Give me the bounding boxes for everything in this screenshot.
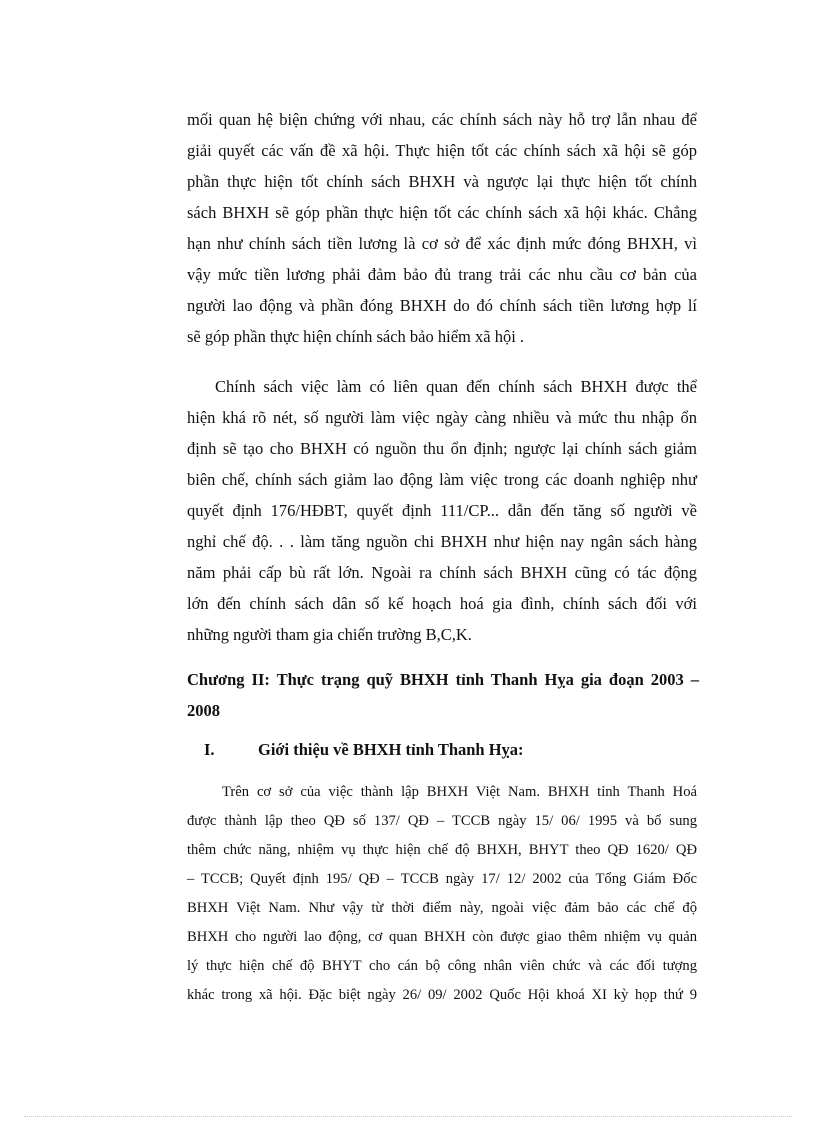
text-line: – TCCB; Quyết định 195/ QĐ – TCCB ngày 17/ 12/ 2002 của Tổng Giám Đốc	[187, 871, 697, 887]
text-line: hiện khá rõ nét, số người làm việc ngày càng nhiều và mức thu nhập ổn	[187, 408, 697, 427]
text-line: mối quan hệ biện chứng với nhau, các chính sách này hỗ trợ lẫn nhau để	[187, 110, 697, 129]
text-line: quyết định 176/HĐBT, quyết định 111/CP... dẫn đến tăng số người về	[187, 501, 697, 520]
text-line: lý thực hiện chế độ BHYT cho cán bộ công nhân viên chức và các đối tượng	[187, 958, 697, 974]
text-line: lớn đến chính sách dân số kế hoạch hoá gia đình, chính sách đối với	[187, 594, 697, 613]
chapter-heading-line: 2008	[187, 701, 220, 720]
text-line: người lao động và phần đóng BHXH do đó chính sách tiền lương hợp lí	[187, 296, 697, 315]
text-line: vậy mức tiền lương phải đảm bảo đủ trang trải các nhu cầu cơ bản của	[187, 265, 697, 284]
text-line: sách BHXH sẽ góp phần thực hiện tốt các chính sách xã hội khác. Chẳng	[187, 203, 697, 222]
text-line: biên chế, chính sách giảm lao động làm việc trong các doanh nghiệp như	[187, 470, 697, 489]
text-line: BHXH cho người lao động, cơ quan BHXH còn được giao thêm nhiệm vụ quản	[187, 929, 697, 945]
text-line: Chính sách việc làm có liên quan đến chính sách BHXH được thể	[215, 377, 697, 396]
text-line: định sẽ tạo cho BHXH có nguồn thu ổn định; ngược lại chính sách giảm	[187, 439, 697, 458]
text-line: thêm chức năng, nhiệm vụ thực hiện chế độ BHXH, BHYT theo QĐ 1620/ QĐ	[187, 842, 697, 858]
text-line: phần thực hiện tốt chính sách BHXH và ngược lại thực hiện tốt chính	[187, 172, 697, 191]
page-bottom-divider	[24, 1116, 792, 1117]
chapter-heading	[187, 664, 699, 726]
paragraph-policy-relations	[187, 104, 697, 352]
text-line: hạn như chính sách tiền lương là cơ sở để xác định mức đóng BHXH, vì	[187, 234, 697, 253]
text-line: nghỉ chế độ. . . làm tăng nguồn chi BHXH như hiện nay ngân sách hàng	[187, 532, 697, 551]
text-line: sẽ góp phần thực hiện chính sách bảo hiểm xã hội .	[187, 327, 525, 346]
text-line: giải quyết các vấn đề xã hội. Thực hiện tốt các chính sách xã hội sẽ góp	[187, 141, 697, 160]
paragraph-agency-introduction	[187, 778, 697, 1010]
text-line: năm phải cấp bù rất lớn. Ngoài ra chính sách BHXH cũng có tác động	[187, 563, 697, 582]
text-line: khác trong xã hội. Đặc biệt ngày 26/ 09/ 2002 Quốc Hội khoá XI kỳ họp thứ 9	[187, 987, 697, 1003]
section-title: Giới thiệu về BHXH tỉnh Thanh Hỵa:	[258, 740, 524, 759]
text-line: những người tham gia chiến trường B,C,K.	[187, 625, 472, 644]
text-line: Trên cơ sở của việc thành lập BHXH Việt Nam. BHXH tỉnh Thanh Hoá	[222, 784, 697, 800]
section-number: I.	[204, 740, 215, 759]
section-heading	[204, 734, 524, 765]
text-line: được thành lập theo QĐ số 137/ QĐ – TCCB ngày 15/ 06/ 1995 và bổ sung	[187, 813, 697, 829]
chapter-heading-line: Chương II: Thực trạng quỹ BHXH tỉnh Thanh Hỵa gia đoạn 2003 –	[187, 670, 699, 689]
text-line: BHXH Việt Nam. Như vậy từ thời điểm này, ngoài việc đảm bảo các chế độ	[187, 900, 697, 916]
paragraph-employment-policy	[187, 371, 697, 650]
